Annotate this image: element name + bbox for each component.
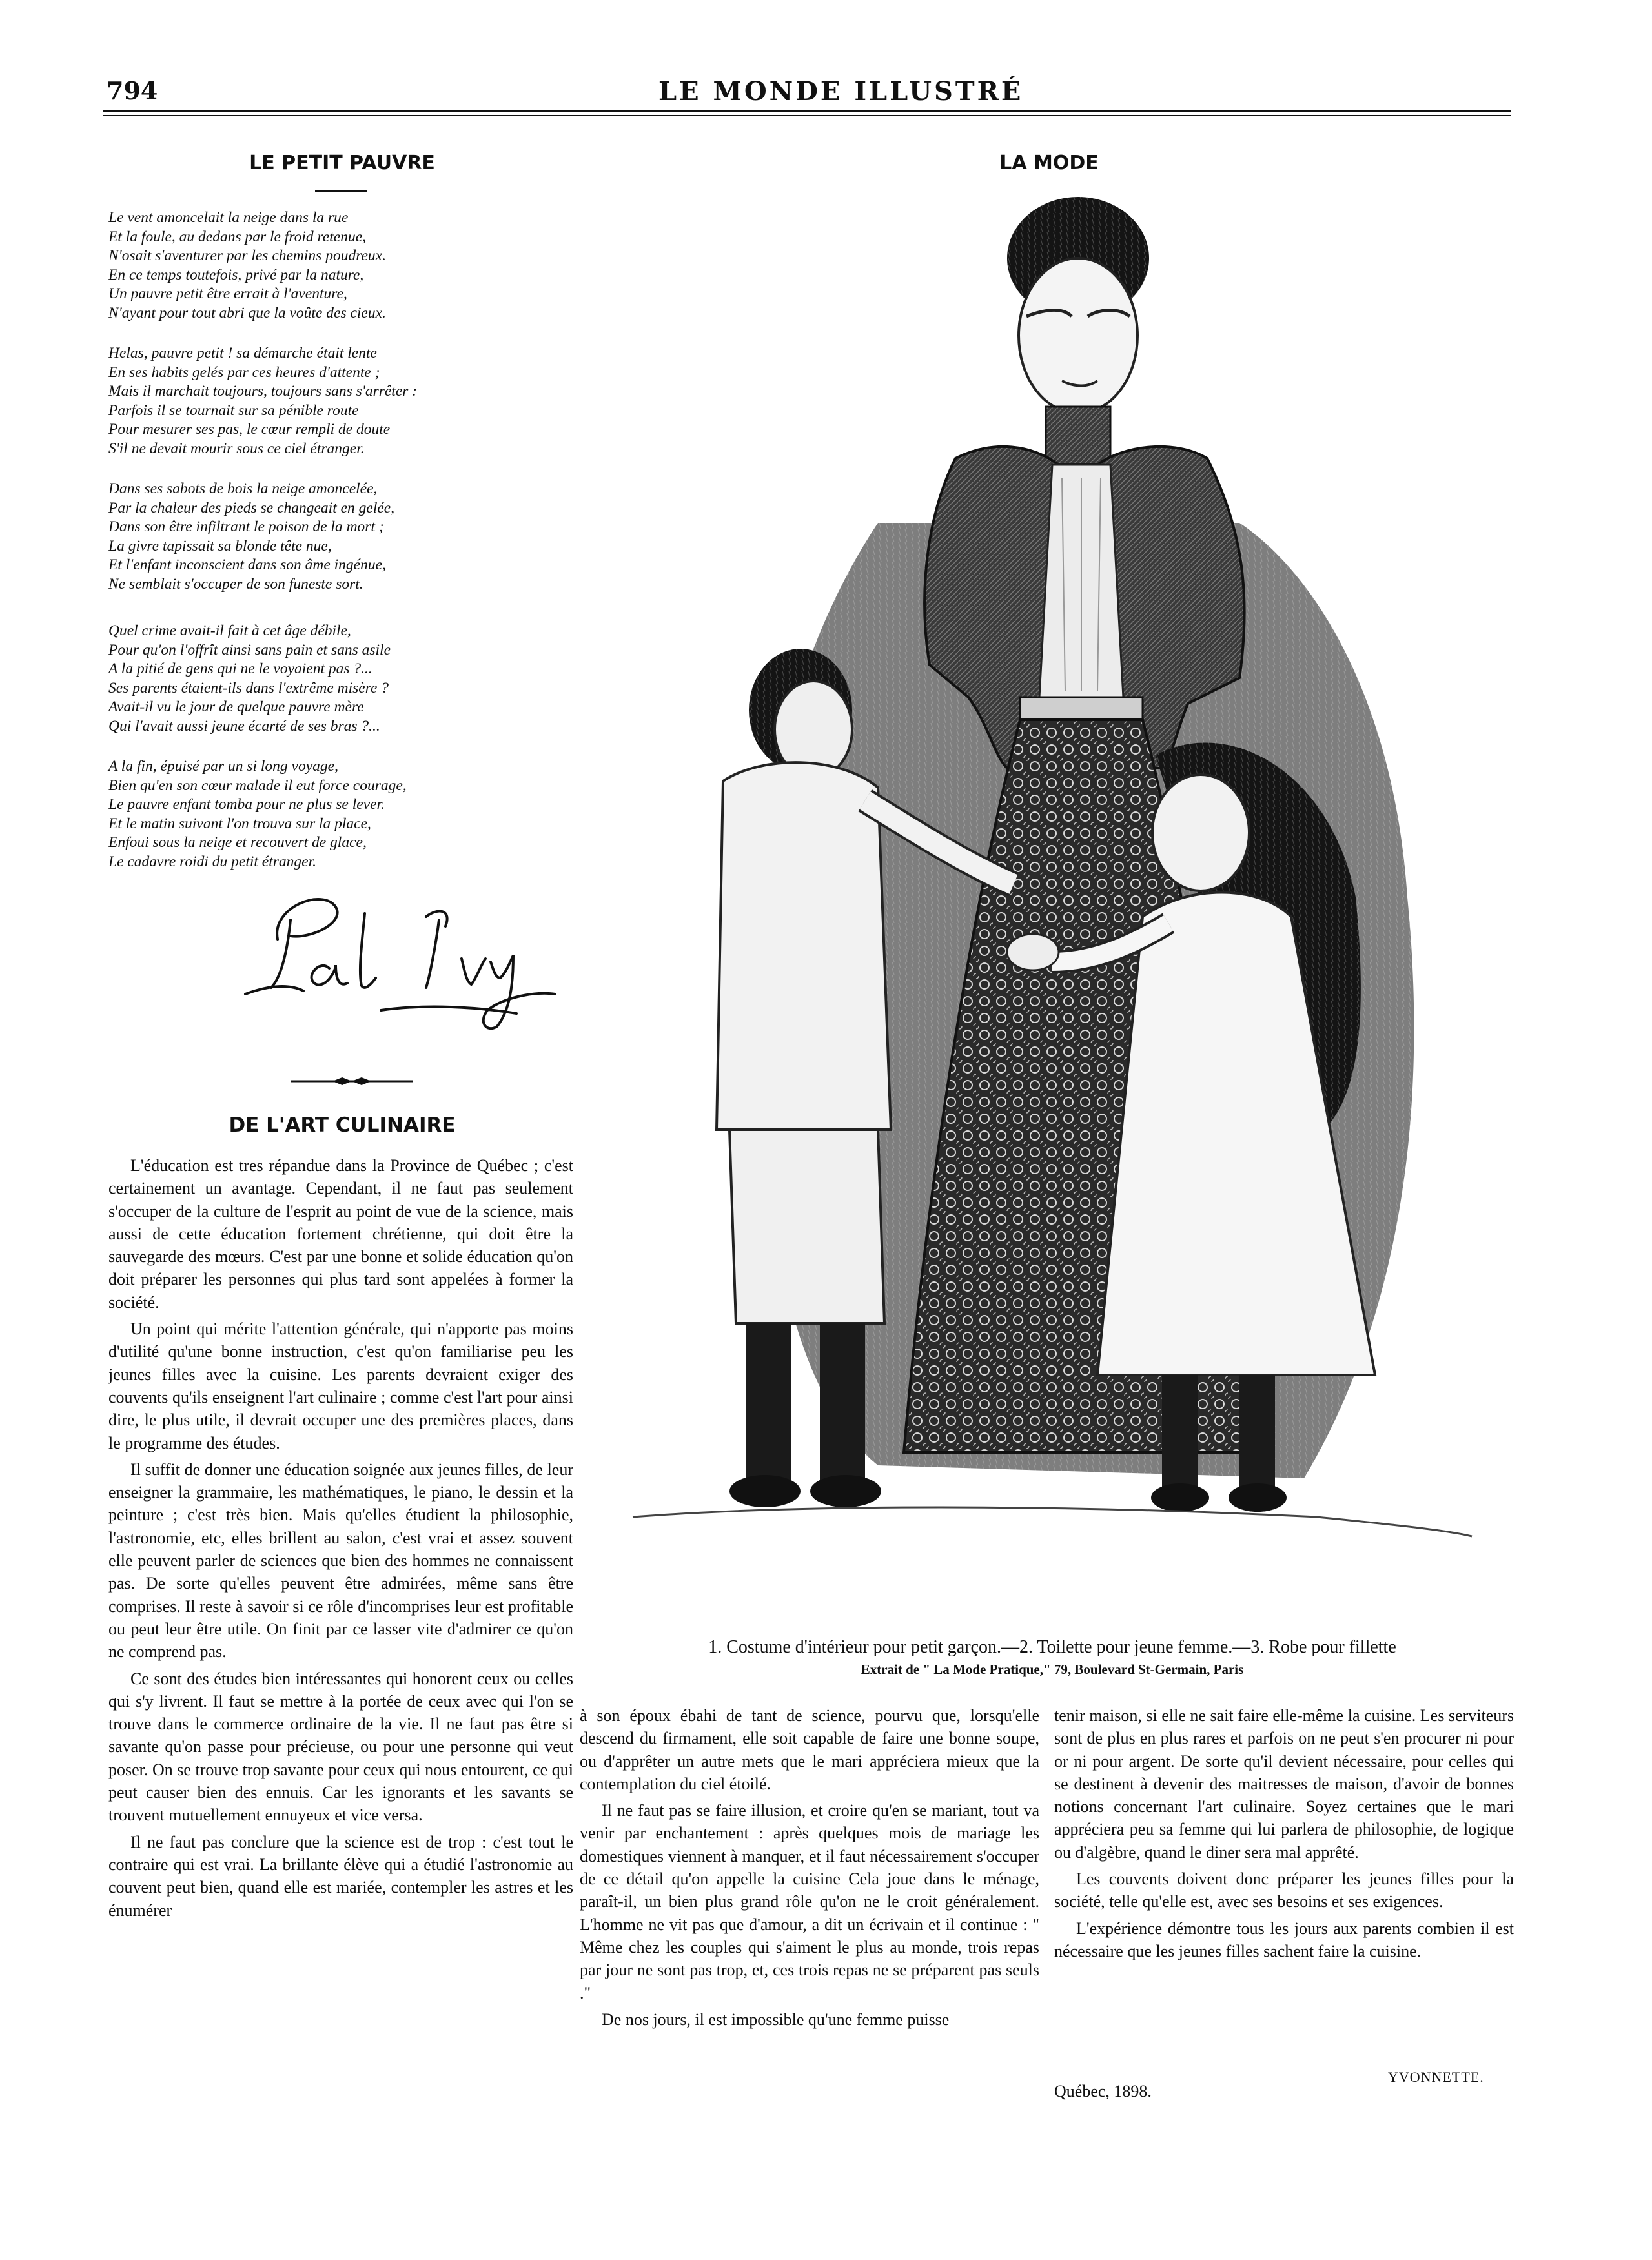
poem-line: Et la foule, au dedans par le froid retenue, (108, 228, 367, 245)
poem-stanza (108, 622, 599, 737)
poem-line: Pour mesurer ses pas, le cœur rempli de doute (108, 421, 391, 438)
fashion-title: LA MODE (999, 152, 1099, 174)
poem-stanza (108, 757, 599, 872)
illustration-credit: Extrait de " La Mode Pratique," 79, Boulevard St-Germain, Paris (861, 1662, 1244, 1677)
article-paragraph: Un point qui mérite l'attention générale, qui n'apporte pas moins d'utilité qu'une bonne instruction, c'est qu'on familiarise peu les jeunes filles avec la cuisine. Les parents devraient exiger des couvents qu'ils enseignent l'art culinaire ; comme c'est l'art pour ainsi dire, le plus utile, il devrait occuper une des premières places, dans le programme des études. (108, 1319, 573, 1452)
poem-line: N'ayant pour tout abri que la voûte des cieux. (108, 304, 386, 321)
poem-line: Pour qu'on l'offrît ainsi sans pain et sans asile (108, 641, 391, 658)
masthead: LE MONDE ILLUSTRÉ (658, 76, 1024, 107)
article-place-date: Québec, 1898. (1054, 2082, 1152, 2101)
poem-line: Le cadavre roidi du petit étranger. (108, 853, 316, 870)
poem-line: Le vent amoncelait la neige dans la rue (108, 209, 349, 226)
poem-line: Un pauvre petit être errait à l'aventure, (108, 285, 347, 303)
illustration-caption: 1. Costume d'intérieur pour petit garçon.—2. Toilette pour jeune femme.—3. Robe pour fillette (708, 1637, 1396, 1657)
poem-line: Helas, pauvre petit ! sa démarche était lente (108, 345, 377, 361)
poem-line: Dans ses sabots de bois la neige amoncelée, (108, 480, 378, 497)
poem-line: Qui l'avait aussi jeune écarté de ses bras ?... (108, 717, 380, 735)
article-paragraph: tenir maison, si elle ne sait faire elle-même la cuisine. Les serviteurs sont de plus en plus rares et parfois on ne peut s'en procurer ni pour or ni pour argent. De sorte qu'il devient nécessaire, pour celles qui se destinent à devenir des maitresses de maison, d'avoir de bonnes notions concernant l'art culinaire. Soyez certaines que le mari appréciera peu sa femme qui lui parlera de philosophie, de logique ou d'algèbre, quand le diner sera mal apprêté. (1054, 1706, 1514, 1862)
signature (232, 881, 568, 1036)
title-divider (315, 190, 367, 192)
poem-line: A la fin, épuisé par un si long voyage, (108, 758, 338, 775)
poem-line: Bien qu'en son cœur malade il eut force courage, (108, 777, 407, 794)
header-rule-top (103, 110, 1511, 112)
poem-line: Mais il marchait toujours, toujours sans s'arrêter : (108, 383, 418, 400)
article-column-2 (580, 1704, 1039, 2035)
article-paragraph: Il ne faut pas se faire illusion, et croire qu'en se mariant, tout va venir par enchantement : après quelques mois de mariage les domestiques viennent à manquer, et il faut nécessairement s'occuper de ce détail qu'on appelle la cuisine Cela joue dans le ménage, paraît-il, un bien plus grand rôle qu'on ne le croit généralement. L'homme ne vit pas que d'amour, a dit un écrivain et il continue : " Même chez les couples qui s'aiment le plus au monde, trois repas par jour ne sont pas trop, et, ces trois repas ne se préparent pas seuls ." (580, 1801, 1039, 2002)
poem-line: Ses parents étaient-ils dans l'extrême misère ? (108, 679, 389, 697)
article-paragraph: Les couvents doivent donc préparer les jeunes filles pour la société, telle qu'elle est, avec ses besoins et ses exigences. (1054, 1869, 1514, 1911)
poem-line: Dans son être infiltrant le poison de la mort ; (108, 518, 384, 536)
poem-line: Par la chaleur des pieds se changeait en gelée, (108, 499, 395, 516)
article-paragraph: L'expérience démontre tous les jours aux parents combien il est nécessaire que les jeunes filles sachent faire la cuisine. (1054, 1919, 1514, 1960)
article-paragraph: De nos jours, il est impossible qu'une femme puisse (602, 2010, 950, 2029)
poem-line: En ce temps toutefois, privé par la nature, (108, 266, 364, 283)
poem-line: Enfoui sous la neige et recouvert de glace, (108, 834, 367, 851)
poem-line: A la pitié de gens qui ne le voyaient pas ?... (108, 660, 372, 678)
article-paragraph: L'éducation est tres répandue dans la Province de Québec ; c'est certainement un avantage. Cependant, il ne faut pas seulement s'occuper de la culture de l'esprit au point de vue de la science, mais aussi de cette éducation fortement chrétienne, qui doit être la sauvegarde des mœurs. C'est par une bonne et solide éducation qu'on doit préparer les personnes qui plus tard sont appelées à former la société. (108, 1156, 573, 1312)
poem-line: S'il ne devait mourir sous ce ciel étranger. (108, 440, 365, 457)
article-author: YVONNETTE. (1388, 2069, 1484, 2085)
article-title: DE L'ART CULINAIRE (229, 1114, 456, 1137)
poem-line: Avait-il vu le jour de quelque pauvre mère (108, 698, 364, 716)
article-paragraph: Il suffit de donner une éducation soignée aux jeunes filles, de leur enseigner la grammaire, les mathématiques, le piano, le dessin et la peinture ; c'est très bien. Mais qu'elles étudient la philosophie, l'astronomie, etc, elles brillent au salon, c'est vrai et assez souvent elle peuvent parler de sciences que bien des hommes ne connaissent pas. De sorte qu'elles peuvent être admirées, même sans être comprises. Il reste à savoir si ce rôle d'incomprises leur est profitable ou peut leur être utile. On finit par ce lasser vite d'admirer ce qu'on ne comprend pas. (108, 1460, 573, 1662)
poem-line: N'osait s'aventurer par les chemins poudreux. (108, 247, 386, 265)
page-number: 794 (107, 76, 158, 105)
poem-line: Et l'enfant inconscient dans son âme ingénue, (108, 556, 386, 574)
poem-line: La givre tapissait sa blonde tête nue, (108, 537, 332, 555)
poem-line: Le pauvre enfant tomba pour ne plus se lever. (108, 796, 385, 813)
poem-line: Parfois il se tournait sur sa pénible route (108, 402, 359, 419)
poem-title: LE PETIT PAUVRE (249, 152, 435, 174)
poem-stanza (108, 480, 599, 595)
article-column-3 (1054, 1704, 1514, 1966)
fashion-illustration (607, 187, 1498, 1627)
article-column-1 (108, 1154, 573, 1926)
poem-line: Et le matin suivant l'on trouva sur la place, (108, 815, 371, 832)
poem-stanza (108, 344, 599, 459)
ornament-divider (291, 1075, 413, 1088)
poem-stanza (108, 209, 599, 323)
article-paragraph: Il ne faut pas conclure que la science est de trop : c'est tout le contraire qui est vrai. La brillante élève qui a étudié l'astronomie au couvent peut bien, quand elle est mariée, contempler les astres et les énumérer (108, 1832, 573, 1920)
poem-line: Quel crime avait-il fait à cet âge débile, (108, 622, 351, 639)
poem-line: Ne semblait s'occuper de son funeste sort. (108, 575, 363, 593)
poem-line: En ses habits gelés par ces heures d'attente ; (108, 363, 380, 381)
article-paragraph: à son époux ébahi de tant de science, pourvu que, lorsqu'elle descend du firmament, elle soit capable de faire une bonne soupe, ou d'apprêter un autre mets que le mari appréciera mieux que la contemplation du ciel étoilé. (580, 1706, 1039, 1793)
article-paragraph: Ce sont des études bien intéressantes qui honorent ceux ou celles qui s'y livrent. Il faut se mettre à la portée de ceux avec qui l'on se trouve dans le commerce ordinaire de la vie. Il ne faut pas être si savante qu'on passe pour précieuse, ou pour une personne qui veut poser. On se trouve trop savante pour ceux qui nous entourent, ce qui peut causer bien des ennuis. Car les ignorants et les savants se trouvent mutuellement ennuyeux et vice versa. (108, 1669, 573, 1825)
header-rule-bottom (103, 115, 1511, 116)
